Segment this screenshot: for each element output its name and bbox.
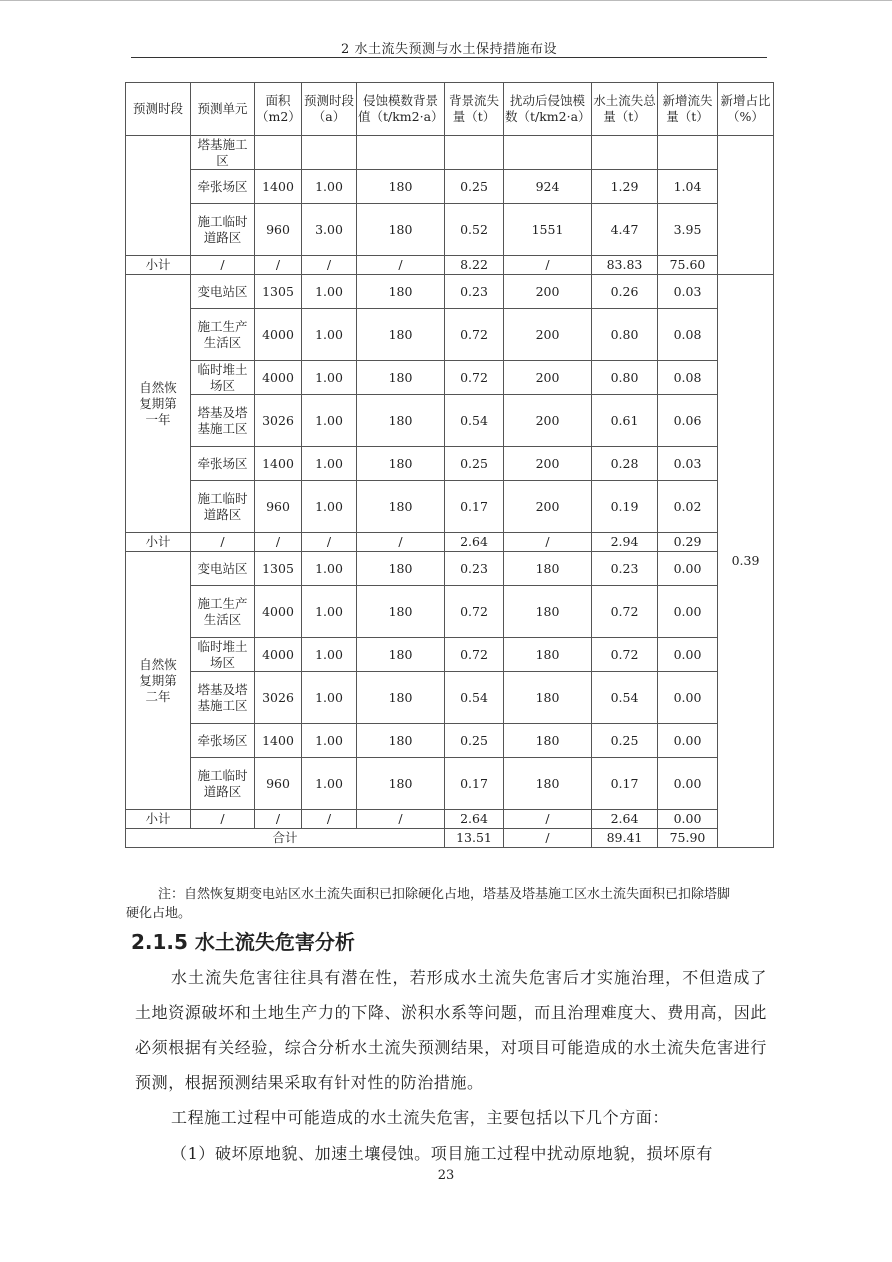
total-loss-cell: 0.26 (592, 275, 658, 309)
header-cell: 预测单元 (191, 83, 255, 136)
subtotal-label: 小计 (126, 533, 191, 552)
disturbed-modulus-cell: 924 (504, 170, 592, 204)
new-loss-cell: 0.03 (658, 275, 718, 309)
bg-modulus-cell: / (357, 533, 445, 552)
area-cell: 1400 (255, 724, 302, 758)
section-title: 2.1.5 水土流失危害分析 (131, 930, 355, 954)
period-cell (126, 275, 191, 533)
area-cell: 4000 (255, 638, 302, 672)
new-loss-cell: 0.03 (658, 447, 718, 481)
bg-loss-cell: 0.23 (445, 275, 504, 309)
bg-modulus-cell: 180 (357, 672, 445, 724)
area-cell: 1400 (255, 170, 302, 204)
ratio-cell: 0.39 (718, 275, 774, 848)
bg-modulus-cell (357, 136, 445, 170)
period-years-cell: / (302, 810, 357, 829)
area-cell: / (255, 533, 302, 552)
unit-cell: 施工生产生活区 (191, 309, 255, 361)
disturbed-modulus-cell: 200 (504, 481, 592, 533)
new-loss-cell: 0.08 (658, 309, 718, 361)
area-cell: / (255, 256, 302, 275)
unit-cell: 临时堆土场区 (191, 361, 255, 395)
period-label: 自然恢复期第一年 (139, 379, 177, 427)
area-cell (255, 136, 302, 170)
new-loss-cell: 1.04 (658, 170, 718, 204)
disturbed-modulus-cell: 200 (504, 395, 592, 447)
table-row (126, 361, 774, 395)
erosion-prediction-table (125, 82, 774, 848)
bg-modulus-cell: / (357, 256, 445, 275)
bg-modulus-cell: 180 (357, 447, 445, 481)
period-years-cell: 1.00 (302, 170, 357, 204)
period-years-cell: 1.00 (302, 758, 357, 810)
header-cell: 扰动后侵蚀模数（t/km2·a） (504, 83, 592, 136)
total-loss-cell: 0.23 (592, 552, 658, 586)
disturbed-modulus-cell: 200 (504, 447, 592, 481)
area-cell: 1305 (255, 552, 302, 586)
total-loss-cell: 4.47 (592, 204, 658, 256)
disturbed-modulus-cell: 180 (504, 552, 592, 586)
table-row (126, 586, 774, 638)
disturbed-modulus-cell: 180 (504, 724, 592, 758)
bg-loss-cell: 0.72 (445, 309, 504, 361)
period-years-cell: 1.00 (302, 638, 357, 672)
table-row (126, 758, 774, 810)
area-cell: 4000 (255, 586, 302, 638)
period-years-cell: / (302, 533, 357, 552)
period-years-cell: 1.00 (302, 275, 357, 309)
header-cell: 新增占比（%） (718, 83, 774, 136)
total-loss-cell: 0.54 (592, 672, 658, 724)
table-row (126, 552, 774, 586)
new-loss-cell: 3.95 (658, 204, 718, 256)
disturbed-modulus-cell: 180 (504, 758, 592, 810)
bg-modulus-cell: 180 (357, 309, 445, 361)
page-top-edge (0, 0, 892, 1)
table-note: 注：自然恢复期变电站区水土流失面积已扣除硬化占地，塔基及塔基施工区水土流失面积已扣除塔脚硬化占地。 (126, 887, 731, 921)
bg-modulus-cell: 180 (357, 204, 445, 256)
area-cell: 4000 (255, 309, 302, 361)
new-loss-cell: 75.90 (658, 829, 718, 848)
new-loss-cell: 75.60 (658, 256, 718, 275)
total-label: 合计 (126, 829, 445, 848)
bg-modulus-cell: 180 (357, 170, 445, 204)
total-loss-cell: 89.41 (592, 829, 658, 848)
unit-cell: 变电站区 (191, 275, 255, 309)
bg-loss-cell: 8.22 (445, 256, 504, 275)
bg-modulus-cell: 180 (357, 275, 445, 309)
bg-loss-cell: 13.51 (445, 829, 504, 848)
total-loss-cell: 0.80 (592, 309, 658, 361)
period-years-cell: 3.00 (302, 204, 357, 256)
area-cell: 1400 (255, 447, 302, 481)
bg-modulus-cell: 180 (357, 758, 445, 810)
header-cell: 新增流失量（t） (658, 83, 718, 136)
total-row (126, 829, 774, 848)
area-cell: 3026 (255, 395, 302, 447)
body-paragraph: 水土流失危害往往具有潜在性，若形成水土流失危害后才实施治理，不但造成了土地资源破坏和土地生产力的下降、淤积水系等问题，而且治理难度大、费用高，因此必须根据有关经验，综合分析水土流失预测结果，对项目可能造成的水土流失危害进行预测，根据预测结果采取有针对性的防治措施。 (135, 968, 767, 1092)
header-cell: 背景流失量（t） (445, 83, 504, 136)
body-paragraph: 工程施工过程中可能造成的水土流失危害，主要包括以下几个方面： (171, 1108, 670, 1127)
period-years-cell: 1.00 (302, 481, 357, 533)
total-loss-cell: 0.17 (592, 758, 658, 810)
new-loss-cell (658, 136, 718, 170)
unit-cell: 施工临时道路区 (191, 204, 255, 256)
area-cell: 960 (255, 481, 302, 533)
unit-cell: 变电站区 (191, 552, 255, 586)
area-cell: 1305 (255, 275, 302, 309)
table-row (126, 170, 774, 204)
unit-cell: 施工临时道路区 (191, 481, 255, 533)
bg-loss-cell: 0.52 (445, 204, 504, 256)
table-row (126, 204, 774, 256)
period-years-cell: 1.00 (302, 586, 357, 638)
table-row (126, 275, 774, 309)
bg-loss-cell: 0.54 (445, 672, 504, 724)
total-loss-cell: 0.80 (592, 361, 658, 395)
bg-modulus-cell: 180 (357, 586, 445, 638)
header-cell: 面积（m2） (255, 83, 302, 136)
bg-loss-cell: 0.25 (445, 447, 504, 481)
new-loss-cell: 0.00 (658, 672, 718, 724)
new-loss-cell: 0.00 (658, 810, 718, 829)
disturbed-modulus-cell: / (504, 810, 592, 829)
disturbed-modulus-cell: 200 (504, 275, 592, 309)
area-cell: / (255, 810, 302, 829)
bg-modulus-cell: 180 (357, 361, 445, 395)
subtotal-row (126, 810, 774, 829)
bg-modulus-cell: 180 (357, 481, 445, 533)
table-row (126, 309, 774, 361)
period-years-cell: 1.00 (302, 724, 357, 758)
bg-modulus-cell: 180 (357, 552, 445, 586)
period-years-cell: 1.00 (302, 552, 357, 586)
unit-cell: 塔基及塔基施工区 (191, 672, 255, 724)
subtotal-row (126, 256, 774, 275)
total-loss-cell (592, 136, 658, 170)
total-loss-cell: 0.28 (592, 447, 658, 481)
area-cell: 4000 (255, 361, 302, 395)
table-row (126, 481, 774, 533)
bg-modulus-cell: 180 (357, 395, 445, 447)
header-rule (131, 57, 767, 58)
unit-cell: 塔基施工区 (191, 136, 255, 170)
bg-loss-cell: 0.72 (445, 361, 504, 395)
bg-modulus-cell: 180 (357, 638, 445, 672)
period-years-cell: 1.00 (302, 395, 357, 447)
unit-cell: 临时堆土场区 (191, 638, 255, 672)
area-cell: 960 (255, 758, 302, 810)
disturbed-modulus-cell: 200 (504, 361, 592, 395)
period-years-cell: 1.00 (302, 309, 357, 361)
page-number: 23 (437, 1168, 455, 1183)
header-cell: 预测时段（a） (302, 83, 357, 136)
header-cell: 预测时段 (126, 83, 191, 136)
disturbed-modulus-cell: / (504, 533, 592, 552)
new-loss-cell: 0.08 (658, 361, 718, 395)
unit-cell: / (191, 533, 255, 552)
period-years-cell (302, 136, 357, 170)
period-years-cell: 1.00 (302, 361, 357, 395)
bg-modulus-cell: / (357, 810, 445, 829)
bg-loss-cell: 0.72 (445, 638, 504, 672)
new-loss-cell: 0.06 (658, 395, 718, 447)
bg-loss-cell: 0.25 (445, 724, 504, 758)
period-years-cell: 1.00 (302, 447, 357, 481)
table-header (126, 83, 774, 136)
period-cell (126, 136, 191, 256)
new-loss-cell: 0.00 (658, 552, 718, 586)
new-loss-cell: 0.00 (658, 586, 718, 638)
total-loss-cell: 0.19 (592, 481, 658, 533)
total-loss-cell: 0.72 (592, 586, 658, 638)
total-loss-cell: 0.25 (592, 724, 658, 758)
ratio-cell (718, 136, 774, 275)
total-loss-cell: 83.83 (592, 256, 658, 275)
unit-cell: 牵张场区 (191, 447, 255, 481)
bg-modulus-cell: 180 (357, 724, 445, 758)
header-cell: 侵蚀模数背景值（t/km2·a） (357, 83, 445, 136)
disturbed-modulus-cell (504, 136, 592, 170)
table-row (126, 672, 774, 724)
period-years-cell: / (302, 256, 357, 275)
table-row (126, 136, 774, 170)
bg-loss-cell: 0.23 (445, 552, 504, 586)
table-row (126, 447, 774, 481)
total-loss-cell: 2.94 (592, 533, 658, 552)
body-paragraph: （1）破坏原地貌、加速土壤侵蚀。项目施工过程中扰动原地貌，损坏原有 (171, 1144, 713, 1163)
area-cell: 3026 (255, 672, 302, 724)
disturbed-modulus-cell: 180 (504, 672, 592, 724)
subtotal-label: 小计 (126, 256, 191, 275)
bg-loss-cell: 0.17 (445, 481, 504, 533)
disturbed-modulus-cell: / (504, 256, 592, 275)
table-row (126, 395, 774, 447)
unit-cell: / (191, 256, 255, 275)
bg-loss-cell (445, 136, 504, 170)
bg-loss-cell: 0.25 (445, 170, 504, 204)
bg-loss-cell: 0.54 (445, 395, 504, 447)
bg-loss-cell: 2.64 (445, 810, 504, 829)
disturbed-modulus-cell: 200 (504, 309, 592, 361)
unit-cell: 施工临时道路区 (191, 758, 255, 810)
period-cell (126, 552, 191, 810)
disturbed-modulus-cell: 180 (504, 586, 592, 638)
bg-loss-cell: 0.17 (445, 758, 504, 810)
total-loss-cell: 0.72 (592, 638, 658, 672)
disturbed-modulus-cell: / (504, 829, 592, 848)
bg-loss-cell: 0.72 (445, 586, 504, 638)
header-cell: 水土流失总量（t） (592, 83, 658, 136)
period-label: 自然恢复期第二年 (139, 656, 177, 704)
disturbed-modulus-cell: 1551 (504, 204, 592, 256)
disturbed-modulus-cell: 180 (504, 638, 592, 672)
unit-cell: / (191, 810, 255, 829)
subtotal-row (126, 533, 774, 552)
new-loss-cell: 0.29 (658, 533, 718, 552)
area-cell: 960 (255, 204, 302, 256)
new-loss-cell: 0.00 (658, 758, 718, 810)
running-header: 2 水土流失预测与水土保持措施布设 (341, 42, 557, 57)
bg-loss-cell: 2.64 (445, 533, 504, 552)
unit-cell: 塔基及塔基施工区 (191, 395, 255, 447)
table-row (126, 724, 774, 758)
unit-cell: 牵张场区 (191, 724, 255, 758)
new-loss-cell: 0.00 (658, 638, 718, 672)
period-years-cell: 1.00 (302, 672, 357, 724)
unit-cell: 施工生产生活区 (191, 586, 255, 638)
subtotal-label: 小计 (126, 810, 191, 829)
new-loss-cell: 0.00 (658, 724, 718, 758)
total-loss-cell: 2.64 (592, 810, 658, 829)
total-loss-cell: 1.29 (592, 170, 658, 204)
unit-cell: 牵张场区 (191, 170, 255, 204)
new-loss-cell: 0.02 (658, 481, 718, 533)
total-loss-cell: 0.61 (592, 395, 658, 447)
table-row (126, 638, 774, 672)
